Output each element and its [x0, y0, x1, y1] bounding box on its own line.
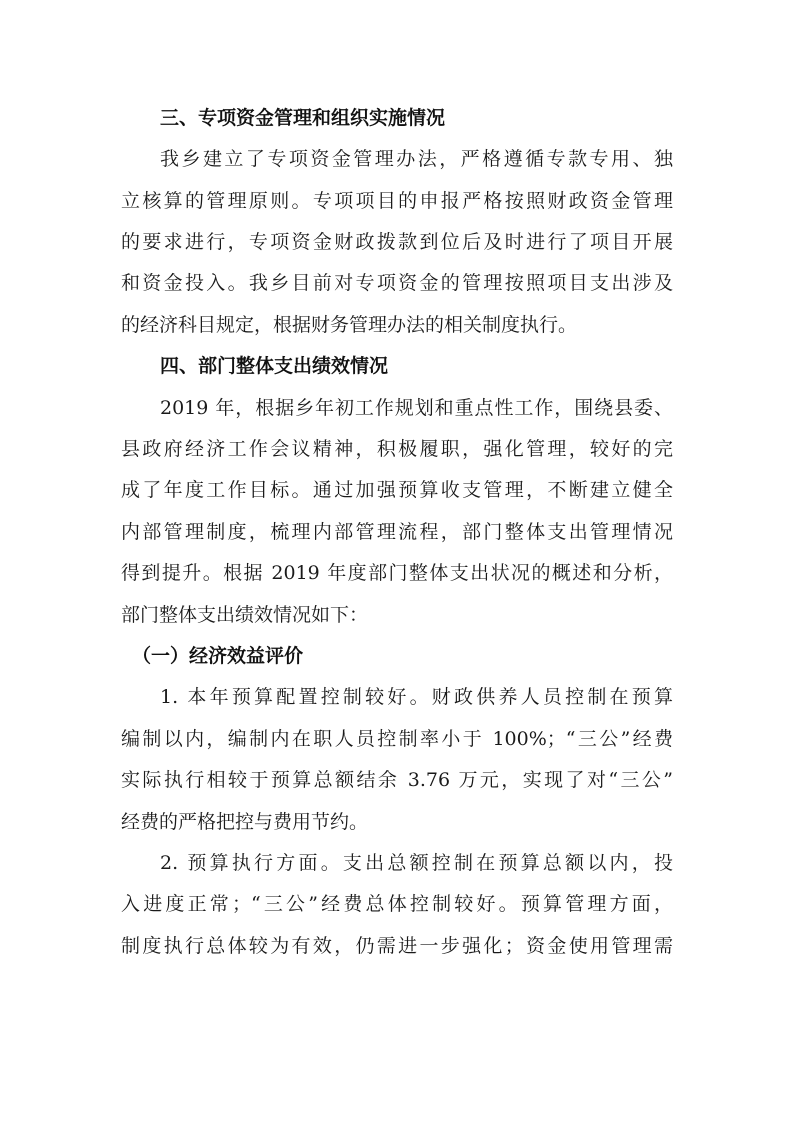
- section-3-line-4: 和资金投入。我乡目前对专项资金的管理按照项目支出涉及: [121, 272, 673, 294]
- section-4-line-4: 内部管理制度，梳理内部管理流程，部门整体支出管理情况: [121, 521, 673, 543]
- item-2-line-3: 制度执行总体较为有效，仍需进一步强化；资金使用管理需: [121, 935, 673, 957]
- item-2-line-2: 入进度正常；“三公”经费总体控制较好。预算管理方面，: [121, 893, 673, 915]
- section-4-heading: 四、部门整体支出绩效情况: [160, 355, 389, 377]
- section-4-line-3: 成了年度工作目标。通过加强预算收支管理，不断建立健全: [121, 479, 673, 501]
- section-3-line-5: 的经济科目规定，根据财务管理办法的相关制度执行。: [121, 314, 578, 336]
- section-4-line-5: 得到提升。根据 2019 年度部门整体支出状况的概述和分析，: [121, 562, 673, 584]
- section-3-line-2: 立核算的管理原则。专项项目的申报严格按照财政资金管理: [121, 190, 673, 212]
- section-3-line-1: 我乡建立了专项资金管理办法，严格遵循专款专用、独: [160, 148, 673, 170]
- item-2-line-1: 2. 预算执行方面。支出总额控制在预算总额以内，投: [160, 852, 673, 874]
- section-4-line-1: 2019 年，根据乡年初工作规划和重点性工作，围绕县委、: [160, 397, 673, 419]
- section-4-line-6: 部门整体支出绩效情况如下：: [121, 604, 369, 626]
- item-1-line-1: 1. 本年预算配置控制较好。财政供养人员控制在预算: [160, 686, 673, 708]
- subsection-1-heading: （一）经济效益评价: [132, 645, 304, 667]
- item-1-line-4: 经费的严格把控与费用节约。: [121, 811, 369, 833]
- section-4-line-2: 县政府经济工作会议精神，积极履职，强化管理，较好的完: [121, 438, 673, 460]
- section-3-heading: 三、专项资金管理和组织实施情况: [160, 107, 446, 129]
- item-1-line-3: 实际执行相较于预算总额结余 3.76 万元，实现了对“三公”: [121, 769, 673, 791]
- section-3-line-3: 的要求进行，专项资金财政拨款到位后及时进行了项目开展: [121, 231, 673, 253]
- item-1-line-2: 编制以内，编制内在职人员控制率小于 100%；“三公”经费: [121, 728, 673, 750]
